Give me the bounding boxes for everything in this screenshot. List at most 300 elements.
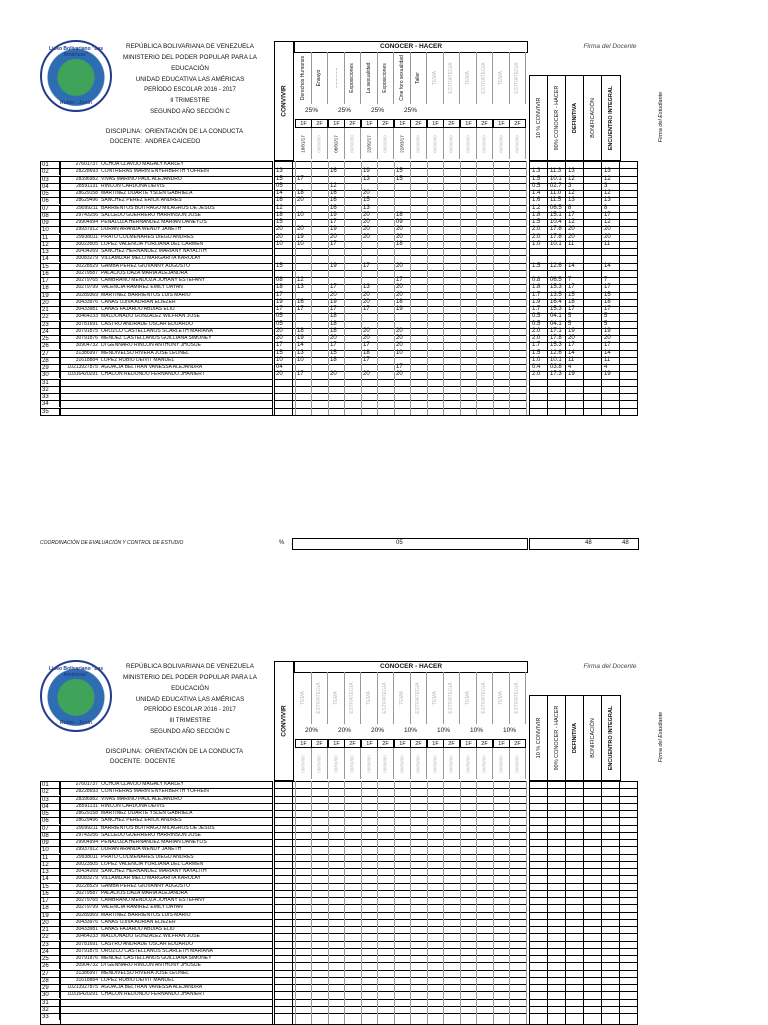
grade-cell[interactable]: 13: [363, 175, 370, 182]
grade-cell[interactable]: 20: [396, 342, 403, 349]
summary-cell[interactable]: 3: [568, 182, 572, 189]
topic-label: TEMA: [465, 691, 471, 705]
evaluation-date: [493, 128, 510, 159]
student-row: [40, 313, 660, 320]
grade-cell[interactable]: 18: [363, 349, 370, 356]
summary-cell[interactable]: 11: [604, 356, 611, 363]
grade-cell[interactable]: 20: [363, 190, 370, 196]
summary-cell[interactable]: 20: [568, 335, 575, 341]
grade-cell[interactable]: 10: [297, 240, 304, 247]
grade-cell[interactable]: 15: [330, 349, 337, 356]
topic-column: [394, 672, 411, 724]
column-line: [509, 161, 510, 415]
grade-cell[interactable]: 09: [396, 219, 403, 225]
row-number: 21: [40, 306, 60, 313]
convivir-grade[interactable]: 18: [276, 211, 283, 218]
summary-cell[interactable]: 1.8: [532, 211, 541, 218]
topic-column: [361, 52, 378, 104]
summary-cell[interactable]: 1.7: [532, 342, 541, 349]
grade-cell[interactable]: 13: [363, 284, 370, 291]
convivir-grade[interactable]: 04: [276, 364, 283, 370]
grade-cell[interactable]: 20: [363, 226, 370, 233]
row-line: [40, 955, 272, 956]
grade-cell[interactable]: 17: [363, 262, 370, 269]
evaluation-date: [394, 748, 411, 779]
summary-cell[interactable]: 2.0: [532, 335, 541, 341]
grade-cell[interactable]: 19: [330, 262, 337, 269]
grade-cell[interactable]: 18: [330, 327, 337, 334]
summary-cell[interactable]: 11: [604, 240, 611, 247]
summary-cell[interactable]: 12: [568, 219, 575, 225]
row-number: 22: [40, 933, 60, 940]
row-line: [40, 904, 272, 905]
summary-cell[interactable]: 0.5: [532, 182, 541, 189]
summary-cell[interactable]: 10.4: [550, 219, 562, 225]
summary-cell[interactable]: 10.1: [550, 240, 562, 247]
grade-cell[interactable]: 17: [297, 371, 304, 378]
summary-cell[interactable]: 1.2: [532, 204, 541, 211]
summary-cell[interactable]: 8: [568, 204, 572, 211]
topic-label: Cine foro sexualidad: [399, 55, 405, 101]
grade-cell[interactable]: 12: [330, 182, 337, 189]
grade-cell[interactable]: 20: [396, 371, 403, 378]
topic-label: ESTRATEGIA: [514, 62, 520, 94]
student-row: [40, 183, 660, 190]
summary-cell[interactable]: 1.4: [532, 190, 541, 196]
grade-cell[interactable]: 20: [363, 335, 370, 341]
summary-cell[interactable]: 17: [568, 284, 575, 291]
summary-cell[interactable]: 16.4: [550, 298, 562, 305]
summary-cell[interactable]: 13: [568, 168, 575, 175]
convivir-grade[interactable]: 15: [276, 349, 283, 356]
summary-cell[interactable]: 17: [604, 284, 611, 291]
summary-cell[interactable]: 14: [604, 349, 611, 356]
grade-cell[interactable]: 15: [396, 175, 403, 182]
row-line: [40, 846, 272, 847]
summary-cell[interactable]: 06.5: [550, 204, 562, 211]
summary-cell[interactable]: 17: [604, 306, 611, 312]
summary-cell[interactable]: 7: [568, 277, 572, 283]
phase-header: 1F: [460, 739, 477, 748]
student-name: CAÑAS OJIVA ADRIAN ELIEZER: [101, 298, 176, 305]
student-name: CONTRERAS MARIN ENYERBERTH YOFREIN: [101, 788, 209, 795]
convivir-grade[interactable]: 16: [276, 197, 283, 204]
summary-cell[interactable]: 15.1: [550, 211, 562, 218]
summary-cell[interactable]: 11.3: [550, 168, 562, 175]
grade-cell[interactable]: 10: [297, 356, 304, 363]
grade-cell[interactable]: 17: [363, 356, 370, 363]
summary-cell[interactable]: 5: [568, 320, 572, 327]
phase-header: 1F: [394, 119, 411, 128]
convivir-grade[interactable]: 05: [276, 182, 283, 189]
convivir-grade[interactable]: 05: [276, 313, 283, 320]
grade-cell[interactable]: 20: [330, 291, 337, 298]
date-label: 00/00/00: [382, 754, 388, 773]
grade-cell[interactable]: 17: [330, 342, 337, 349]
convivir-grade[interactable]: 13: [276, 168, 283, 175]
grade-cell[interactable]: 18: [396, 211, 403, 218]
convivir-grade[interactable]: 15: [276, 262, 283, 269]
grade-cell[interactable]: 20: [297, 197, 304, 204]
summary-cell[interactable]: 15.3: [550, 306, 562, 312]
summary-cell[interactable]: 19: [568, 371, 575, 378]
grade-cell[interactable]: 20: [297, 226, 304, 233]
summary-cell[interactable]: 2.0: [532, 226, 541, 233]
row-number: 26: [40, 962, 60, 969]
grade-cell[interactable]: 19: [363, 168, 370, 175]
grade-cell[interactable]: 10: [297, 211, 304, 218]
summary-cell[interactable]: 1.5: [532, 175, 541, 182]
summary-cell[interactable]: 11.5: [550, 197, 562, 204]
grade-cell[interactable]: 19: [330, 226, 337, 233]
grade-cell[interactable]: 20: [396, 284, 403, 291]
convivir-grade[interactable]: 08: [276, 277, 283, 283]
grade-cell[interactable]: 20: [330, 233, 337, 240]
grade-cell[interactable]: 20: [363, 211, 370, 218]
summary-cell[interactable]: 12: [604, 219, 611, 225]
summary-cell[interactable]: 1.5: [532, 262, 541, 269]
grade-cell[interactable]: 20: [363, 371, 370, 378]
column-line: [547, 781, 548, 1024]
grade-cell[interactable]: 19: [297, 335, 304, 341]
phase-header: 2F: [443, 739, 460, 748]
student-row: [40, 321, 660, 328]
student-name: MENDEZ CASTELLANOS GUILLIANA SIMONEY: [101, 335, 212, 341]
student-row: [40, 868, 660, 875]
phase-header: 2F: [410, 739, 427, 748]
summary-cell[interactable]: 12: [568, 190, 575, 196]
grade-cell[interactable]: 20: [396, 262, 403, 269]
grade-cell[interactable]: 19: [396, 306, 403, 312]
summary-cell[interactable]: 4: [568, 364, 572, 370]
row-number: 31: [40, 999, 60, 1006]
row-number: 13: [40, 868, 60, 875]
summary-header-label: ENCUENTRO INTEGRAL: [608, 705, 614, 771]
grade-cell[interactable]: 20: [396, 226, 403, 233]
summary-cell[interactable]: 1.6: [532, 197, 541, 204]
convivir-grade[interactable]: 17: [276, 291, 283, 298]
column-line: [295, 781, 296, 1024]
grade-cell[interactable]: 10: [396, 349, 403, 356]
grade-cell[interactable]: 18: [330, 313, 337, 320]
summary-cell[interactable]: 1.8: [532, 284, 541, 291]
grade-cell[interactable]: 17: [330, 240, 337, 247]
summary-cell[interactable]: 11.0: [550, 190, 562, 196]
grade-cell[interactable]: 17: [396, 364, 403, 370]
grade-cell[interactable]: 20: [396, 335, 403, 341]
grade-cell[interactable]: 12: [297, 277, 304, 283]
summary-cell[interactable]: 17: [604, 211, 611, 218]
teacher-label: DOCENTE:: [110, 758, 142, 765]
convivir-grade[interactable]: 19: [276, 298, 283, 305]
row-number: 17: [40, 897, 60, 904]
summary-cell[interactable]: 02.7: [550, 182, 562, 189]
phase-header: 2F: [443, 119, 460, 128]
grade-cell[interactable]: 16: [297, 298, 304, 305]
summary-cell[interactable]: 1.7: [532, 291, 541, 298]
phase-header: 2F: [344, 119, 361, 128]
summary-cell[interactable]: 17.3: [550, 371, 562, 378]
date-label: 00/00/00: [432, 134, 438, 153]
convivir-header: [274, 661, 294, 781]
grade-cell[interactable]: 17: [330, 219, 337, 225]
grade-cell[interactable]: 17: [330, 306, 337, 312]
convivir-grade[interactable]: 20: [276, 335, 283, 341]
row-number: 08: [40, 832, 60, 839]
summary-cell[interactable]: 4: [604, 364, 608, 370]
summary-cell[interactable]: 12.6: [550, 349, 562, 356]
summary-cell[interactable]: 15: [604, 291, 611, 298]
summary-cell[interactable]: 13: [604, 197, 611, 204]
grade-cell[interactable]: 17: [297, 175, 304, 182]
summary-cell[interactable]: 12.6: [550, 262, 562, 269]
grade-cell[interactable]: 13: [297, 349, 304, 356]
summary-cell[interactable]: 8: [604, 204, 608, 211]
grade-cell[interactable]: 13: [363, 204, 370, 211]
summary-cell[interactable]: 11: [568, 356, 575, 363]
summary-cell[interactable]: 17: [568, 342, 575, 349]
summary-cell[interactable]: 17: [568, 211, 575, 218]
convivir-grade[interactable]: 10: [276, 240, 283, 247]
logo-text-top: Liceo Bolivariano "Las Américas": [48, 666, 104, 678]
student-id: 29904994: [75, 219, 98, 225]
summary-cell[interactable]: 04.1: [550, 320, 562, 327]
summary-cell[interactable]: 20: [604, 233, 611, 240]
summary-cell[interactable]: 1.5: [532, 349, 541, 356]
summary-cell[interactable]: 14: [568, 262, 575, 269]
summary-cell[interactable]: 11: [568, 240, 575, 247]
student-row: [40, 342, 660, 349]
grade-cell[interactable]: 17: [330, 284, 337, 291]
evaluation-date: [509, 748, 526, 779]
summary-cell[interactable]: 1.0: [532, 240, 541, 247]
grade-cell[interactable]: 17: [363, 342, 370, 349]
summary-cell[interactable]: 06.5: [550, 277, 562, 283]
grade-cell[interactable]: 20: [363, 327, 370, 334]
phase-header: 1F: [328, 119, 345, 128]
student-id: 30434269: [75, 248, 98, 254]
summary-cell[interactable]: 20: [568, 233, 575, 240]
student-row: [40, 977, 660, 984]
student-row: [40, 284, 660, 291]
grade-cell[interactable]: 18: [297, 327, 304, 334]
summary-cell[interactable]: 5: [604, 313, 608, 320]
row-number: 09: [40, 839, 60, 846]
grade-cell[interactable]: 20: [330, 371, 337, 378]
grade-cell[interactable]: 17: [297, 306, 304, 312]
row-line: [40, 933, 272, 934]
grade-cell[interactable]: 14: [297, 342, 304, 349]
summary-cell[interactable]: 03.8: [550, 364, 562, 370]
convivir-grade[interactable]: 15: [276, 219, 283, 225]
summary-cell[interactable]: 5: [604, 320, 608, 327]
grade-cell[interactable]: 20: [396, 327, 403, 334]
logo-text-bottom: Rubio - Junín: [60, 100, 92, 106]
convivir-grade[interactable]: 10: [276, 356, 283, 363]
row-number: 20: [40, 919, 60, 926]
summary-cell[interactable]: 2.0: [532, 371, 541, 378]
convivir-grade[interactable]: 20: [276, 327, 283, 334]
teacher-label: DOCENTE:: [110, 138, 142, 145]
summary-cell[interactable]: 15.3: [550, 284, 562, 291]
summary-cell[interactable]: 20: [568, 226, 575, 233]
summary-cell[interactable]: 5: [568, 313, 572, 320]
summary-cell[interactable]: 17: [604, 342, 611, 349]
column-line: [526, 781, 527, 1024]
summary-cell[interactable]: 1.3: [532, 168, 541, 175]
row-line: [40, 408, 272, 409]
grade-cell[interactable]: 16: [330, 204, 337, 211]
row-line: [40, 205, 272, 206]
row-line: [40, 941, 272, 942]
row-number: 06: [40, 817, 60, 824]
student-id: 30791875: [75, 327, 98, 334]
convivir-grade[interactable]: 20: [276, 371, 283, 378]
evaluation-date: [427, 748, 444, 779]
grade-cell[interactable]: 19: [330, 211, 337, 218]
summary-cell[interactable]: 13.5: [550, 291, 562, 298]
summary-cell[interactable]: 12: [604, 190, 611, 196]
row-number: 32: [40, 1006, 60, 1013]
weight-percent: 10%: [403, 727, 417, 734]
grade-cell[interactable]: 15: [396, 168, 403, 175]
row-number: 01: [40, 781, 60, 788]
convivir-grade[interactable]: 17: [276, 306, 283, 312]
summary-cell[interactable]: 10.1: [550, 175, 562, 182]
summary-cell[interactable]: 14: [568, 349, 575, 356]
summary-cell[interactable]: 19: [604, 327, 611, 334]
weight-percent: 25%: [403, 107, 417, 114]
grade-cell[interactable]: 13: [297, 284, 304, 291]
convivir-grade[interactable]: 15: [276, 175, 283, 182]
grade-cell[interactable]: 20: [363, 233, 370, 240]
grade-cell[interactable]: 16: [330, 190, 337, 196]
summary-cell[interactable]: 2.0: [532, 233, 541, 240]
grade-cell[interactable]: 17: [363, 306, 370, 312]
grade-cell[interactable]: 18: [396, 240, 403, 247]
grade-cell[interactable]: 20: [363, 219, 370, 225]
student-name: CAÑAS OJIVA ADRIAN ELIEZER: [101, 918, 176, 925]
grade-cell[interactable]: 18: [297, 190, 304, 196]
convivir-grade[interactable]: 05: [276, 320, 283, 327]
topic-column: [460, 52, 477, 104]
summary-cell[interactable]: 18: [568, 298, 575, 305]
summary-cell[interactable]: 18: [604, 298, 611, 305]
grade-cell[interactable]: 17: [396, 277, 403, 283]
topic-label: ESTRATEGIA: [316, 682, 322, 714]
convivir-grade[interactable]: 14: [276, 190, 283, 196]
grade-cell[interactable]: 18: [396, 298, 403, 305]
student-name: MENDIVELSO RIVERA JOSE LEONEL: [101, 349, 190, 356]
summary-cell[interactable]: 0.5: [532, 320, 541, 327]
discipline-label: DISCIPLINA:: [105, 128, 142, 135]
summary-cell[interactable]: 17: [568, 306, 575, 312]
summary-cell[interactable]: 12: [604, 175, 611, 182]
row-line: [40, 263, 272, 264]
summary-cell[interactable]: 1.7: [532, 306, 541, 312]
student-name: GAMBA PEREZ GIOVANNY AUGUSTO: [101, 882, 190, 889]
student-row: [40, 781, 660, 788]
topic-label: TEMA: [432, 71, 438, 85]
summary-cell[interactable]: 10.1: [550, 356, 562, 363]
grade-cell[interactable]: 18: [330, 356, 337, 363]
summary-cell[interactable]: 1.9: [532, 298, 541, 305]
summary-cell[interactable]: 15.3: [550, 342, 562, 349]
student-name: MALDONADO GONZALEZ WILFRAN JOSE: [101, 313, 200, 320]
summary-cell[interactable]: 2.0: [532, 327, 541, 334]
summary-cell[interactable]: 0.8: [532, 277, 541, 283]
grade-cell[interactable]: 20: [396, 291, 403, 298]
summary-cell[interactable]: 7: [604, 277, 608, 283]
topic-column: [443, 672, 460, 724]
summary-cell[interactable]: 17.8: [550, 335, 562, 341]
grade-cell[interactable]: 16: [330, 168, 337, 175]
grade-cell[interactable]: 20: [363, 298, 370, 305]
summary-cell[interactable]: 13: [604, 168, 611, 175]
student-id: 30023505: [75, 240, 98, 247]
summary-cell[interactable]: 17.8: [550, 226, 562, 233]
summary-cell[interactable]: 17.1: [550, 327, 562, 334]
student-row: [40, 241, 660, 248]
grade-cell[interactable]: 18: [330, 320, 337, 327]
summary-cell[interactable]: 0.4: [532, 364, 541, 370]
summary-cell[interactable]: 20: [604, 335, 611, 341]
date-label: 00/00/00: [415, 754, 421, 773]
row-number: 23: [40, 941, 60, 948]
grade-cell[interactable]: 20: [396, 233, 403, 240]
summary-cell[interactable]: 19: [568, 327, 575, 334]
grade-cell[interactable]: 19: [297, 233, 304, 240]
convivir-label: CONVIVIR: [280, 705, 288, 737]
row-number: 28: [40, 977, 60, 984]
grade-cell[interactable]: 20: [330, 335, 337, 341]
row-number: 29: [40, 364, 60, 371]
summary-cell[interactable]: 04.1: [550, 313, 562, 320]
grade-cell[interactable]: 16: [330, 197, 337, 204]
summary-cell[interactable]: 1.0: [532, 356, 541, 363]
summary-cell[interactable]: 15: [568, 291, 575, 298]
convivir-grade[interactable]: 20: [276, 233, 283, 240]
topic-column: [295, 52, 312, 104]
grade-cell[interactable]: 19: [330, 298, 337, 305]
topic-column: [509, 672, 526, 724]
summary-cell[interactable]: 0.5: [532, 313, 541, 320]
topic-column: [311, 52, 328, 104]
summary-cell[interactable]: 20: [604, 226, 611, 233]
summary-cell[interactable]: 17.8: [550, 233, 562, 240]
student-id: 10213927875: [67, 984, 98, 990]
convivir-grade[interactable]: 20: [276, 226, 283, 233]
grade-cell[interactable]: 15: [363, 197, 370, 204]
student-name: LOPEZ RUBIO DEIVIT MANUEL: [101, 976, 175, 983]
summary-cell[interactable]: 14: [604, 262, 611, 269]
student-id: 30434269: [75, 868, 98, 874]
summary-cell[interactable]: 12: [568, 175, 575, 182]
ministry-name: MINISTERIO DEL PODER POPULAR PARA LA EDUCACIÓN: [122, 674, 258, 692]
phase-header: 2F: [509, 739, 526, 748]
convivir-grade[interactable]: 17: [276, 342, 283, 349]
summary-cell[interactable]: 1.5: [532, 219, 541, 225]
column-line: [583, 781, 584, 1024]
summary-cell[interactable]: 19: [604, 371, 611, 378]
convivir-grade[interactable]: 18: [276, 284, 283, 291]
summary-cell[interactable]: 13: [568, 197, 575, 204]
grade-cell[interactable]: 20: [363, 291, 370, 298]
convivir-grade[interactable]: 12: [276, 204, 283, 211]
summary-cell[interactable]: 3: [604, 182, 608, 189]
row-line: [40, 948, 272, 949]
evaluation-date: [394, 128, 411, 159]
